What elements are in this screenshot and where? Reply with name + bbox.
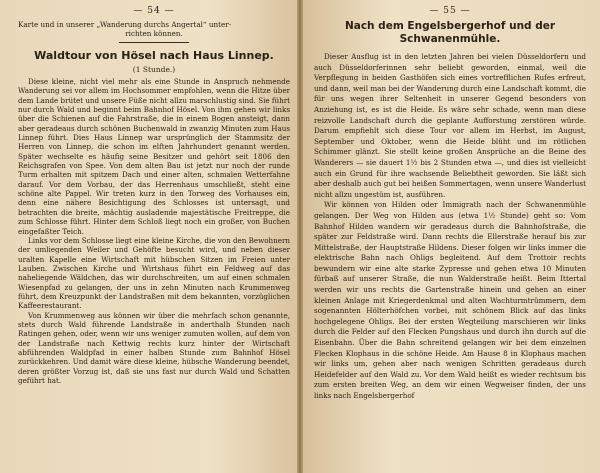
right-page [300,0,600,473]
body-text-right [314,52,586,402]
intro-line-1: Karte und in unserer „Wanderung durchs Angertal“ unter- [18,20,232,29]
book-gutter [297,0,303,473]
paragraph: Dieser Ausflug ist in den letzten Jahren bei vielen Düsseldorfern und auch Düsseldorferinnen sehr beliebt geworden, einmal, weil die Verpflegung in beiden Gasthöfen sich eines vortrefflichen Rufes erfreut, und dann, weil man bei der Wanderung durch eine Landschaft kommt, die für uns wegen ihrer Seltenheit in unserer Gegend besonders von Anziehung ist, es ist die Heide. Es wäre sehr schade, wenn man diese reizvolle Landschaft durch die geplante Aufforstung zerstören würde. Darum empfiehlt sich diese Tour vor allem im Herbst, im August, September und Oktober, wenn die Heide blüht und im rötlichen Schimmer glänzt. Sie stellt keine großen Ansprüche an die Beine des Wanderers — sie dauert 1½ bis 2 Stunden etwa —, und dies ist vielleicht auch ein Grund für ihre wachsende Beliebtheit geworden. Sie läßt sich aber deshalb auch gut bei heißen Sommertagen, wenn unsere Wanderlust nicht allzu ungestüm ist, ausführen. [314,52,586,199]
section-title-right-line-2: Schwanenmühle. [399,33,501,45]
section-subtitle-left: (1 Stunde.) [132,65,176,74]
section-title-right-line-1: Nach dem Engelsbergerhof und der [344,20,556,32]
section-title-right [314,20,586,46]
paragraph: Links vor dem Schlosse liegt eine kleine Kirche, die von den Bewohnern der umliegenden Weiler und Gehöfte besucht wird, und neben dieser uralten Kapelle eine Wirtschaft mit hübschen Sitzen im Freien unter Lauben. Zwischen Kirche und Wirtshaus führt ein Feldweg auf das naheliegende Wäldchen, das wir durchschreiten, um auf einen schmalen Wiesenpfad zu gelangen, der uns in zehn Minuten nach Krummenweg führt, dem Kreuzpunkt der Landstraßen mit dem bekannten, vorzüglichen Kaffeerestaurant. [18,235,290,311]
section-divider [119,42,189,43]
paragraph: Wir können von Hilden oder Immigrath nach der Schwanenmühle gelangen. Der Weg von Hilden aus (etwa 1½ Stunde) geht so: Vom Bahnhof Hilden wandern wir geradeaus durch die Bahnhofstraße, die später zur Feldstraße wird. Dann rechts die Ellerstraße herauf bis zur Mittelstraße, der Hauptstraße Hildens. Dieser folgen wir links immer die elektrische Bahn nach Ohligs begleitend. Auf dem Trottoir rechts bewundern wir eine alte starke Zypresse und gehen etwa 10 Minuten fürbaß auf unserer Straße, die nun Walderstraße heißt. Beim Ittertal werden wir uns rechts die Gartenstraße hinein und gehen an einer kleinen Anlage mit Kriegerdenkmal und alten Wachturmtrümmern, dem sogenannten Hölterhöfchen vorbei, mit schönem Blick auf das links hochgelegene Ohligs. Bei der ersten Wegteilung marschieren wir links durch die Felder auf den Flecken Pungshaus und durch ihn durch auf die Eisenbahn. Über die Bahn schreitend gelangen wir bei dem einzelnen Flecken Klophaus in die schöne Heide. Am Hause 8 in Klophaus machen wir links um, gehen aber nach wenigen Schritten geradeaus durch Heidefelder auf den Wald zu. Vor dem Wald heißt es wieder rechtsum bis zum ersten breiten Weg, an dem wir einen Wegweiser finden, der uns links nach Engelsbergerhof [314,200,586,400]
page-number-left: — 54 — [133,6,175,16]
section-title-left: Waldtour von Hösel nach Haus Linnep. [34,49,274,62]
paragraph: Von Krummenweg aus können wir über die mehrfach schon genannte, stets durch Wald führende Landstraße in anderthalb Stunden nach Ratingen gehen, oder, wenn wir uns weniger zumuten wollen, auf dem von der Landstraße nach Kettwig rechts kurz hinter der Wirtschaft abführenden Waldpfad in einer halben Stunde zum Bahnhof Hösel zurückkehren. Und damit wäre diese kleine, hübsche Wanderung beendet, deren größter Vorzug ist, daß sie uns fast nur durch Wald und Schatten geführt hat. [18,310,290,385]
body-text-left [18,77,290,385]
page-number-right: — 55 — [429,6,471,16]
paragraph: Diese kleine, nicht viel mehr als eine Stunde in Anspruch nehmende Wanderung sei vor allem im Hochsommer empfohlen, wenn die Hitze über dem Lande brütet und unsere Füße nicht allzu marschlustig sind. Sie führt nur durch Wald und beginnt beim Bahnhof Hösel. Von ihm gehen wir links über die Schienen auf die Fahrstraße, die in einem Bogen ansteigt, dann aber geradeaus durch schönen Buchenwald in zwanzig Minuten zum Haus Linnep führt. Dies Haus Linnep war ursprünglich der Stammsitz der Herren von Linnep, die schon im elften Jahrhundert genannt werden. Später wechselte es häufig seine Besitzer und gehört seit 1806 den Reichsgrafen von Spee. Von dem alten Bau ist jetzt nur noch der runde Turm erhalten mit spitzem Dach und einer alten, schmalen Wetterfahne darauf. Vor dem Vorbau, der das Herrenhaus umschließt, steht eine schöne alte Pappel. Wir treten kurz in den Torweg des Vorhauses ein, denn eine nähere Besichtigung des Schlosses ist untersagt, und betrachten die breite, mächtig ausladende majestätische Freitreppe, die zum Schlosse führt. Hinter dem Schloß liegt noch ein großer, von Buchen eingefaßter Teich. [18,77,290,236]
intro-line-2: richten können. [125,29,183,38]
